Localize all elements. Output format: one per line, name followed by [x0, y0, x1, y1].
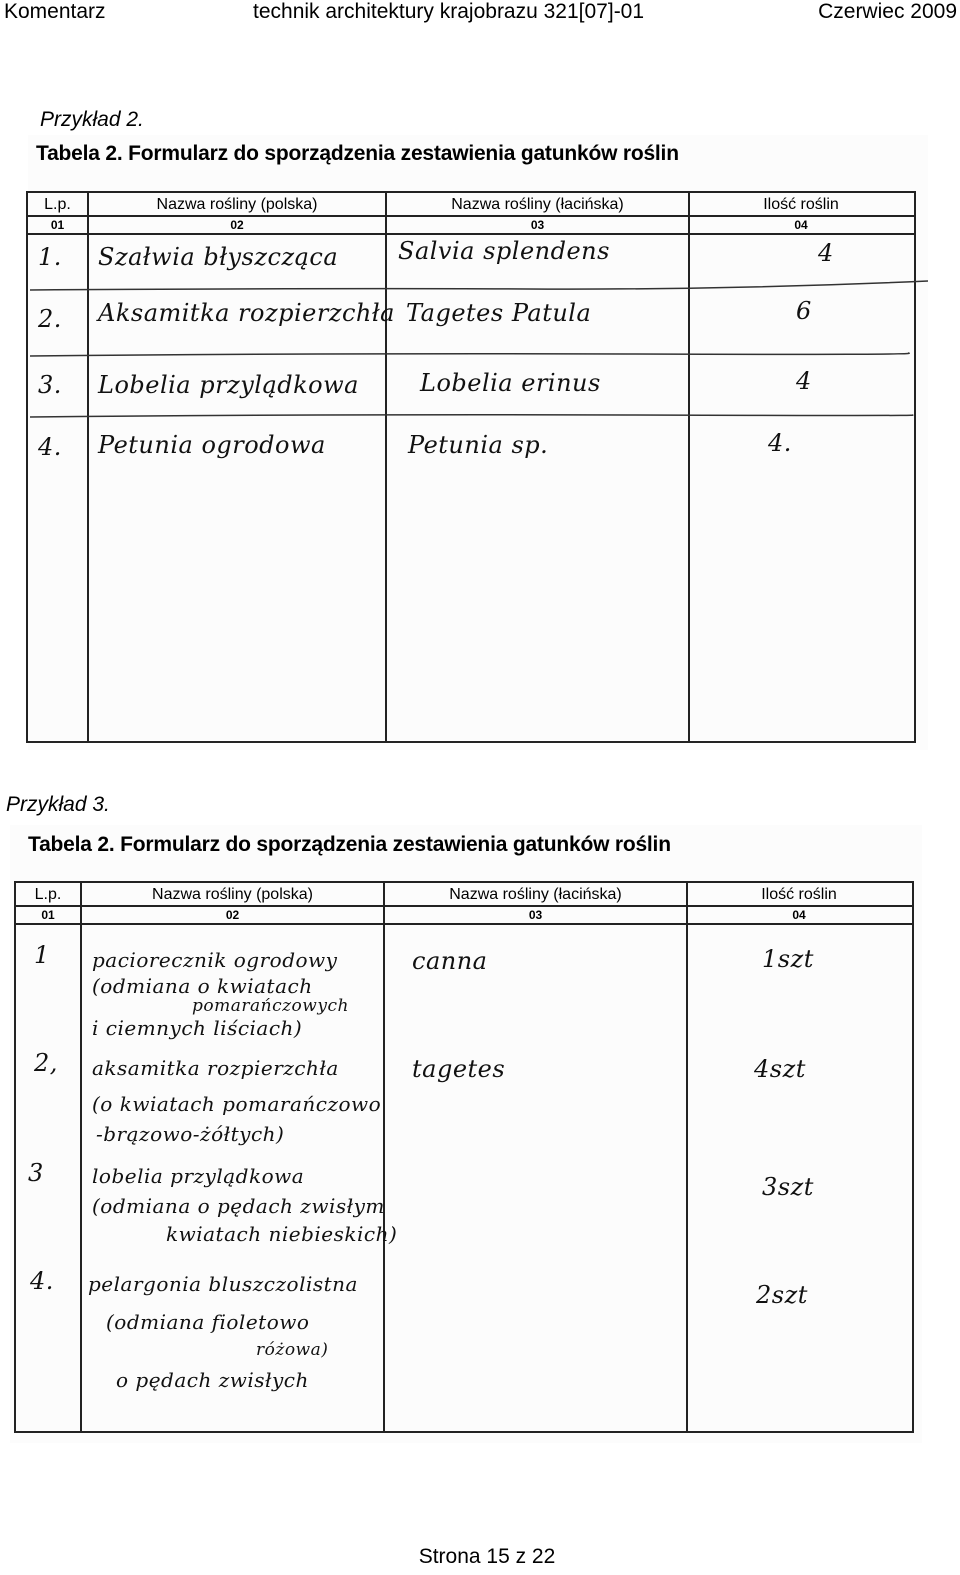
- column-header: L.p.: [34, 886, 62, 903]
- column-number: 04: [794, 218, 808, 232]
- column-header: Ilość roślin: [761, 886, 837, 903]
- page-number: Strona 15 z 22: [418, 1545, 556, 1568]
- plant-quantity: 1szt: [762, 945, 814, 973]
- column-divider: [383, 883, 385, 1431]
- plant-quantity: 4szt: [754, 1055, 806, 1083]
- form-scan-example-3: [10, 825, 922, 1443]
- plant-quantity: 4: [818, 239, 834, 267]
- column-number: 02: [230, 218, 244, 232]
- plant-name-latin: Salvia splendens: [398, 237, 610, 265]
- column-number: 01: [41, 908, 55, 922]
- plant-name-polish: Szałwia błyszcząca: [98, 243, 339, 271]
- row-number: 3.: [38, 371, 62, 399]
- plant-name-polish-line: (odmiana fioletowo: [106, 1310, 310, 1334]
- plant-name-polish-line: kwiatach niebieskich): [166, 1222, 398, 1246]
- example-2-label: Przykład 2.: [40, 108, 144, 131]
- plant-name-polish-line: (o kwiatach pomarańczowo: [92, 1092, 382, 1116]
- plant-name-polish: Lobelia przylądkowa: [98, 371, 359, 399]
- column-header: Nazwa rośliny (łacińska): [451, 196, 624, 213]
- plant-name-polish-line: i ciemnych liściach): [92, 1016, 303, 1040]
- plant-name-latin: Tagetes Patula: [406, 299, 592, 327]
- plant-name-latin: Petunia sp.: [408, 431, 549, 459]
- column-divider: [80, 883, 82, 1431]
- header-center-text: technik architektury krajobrazu 321[07]-01: [253, 0, 645, 23]
- header-right-text: Czerwiec 2009: [818, 0, 957, 23]
- plant-name-latin: tagetes: [412, 1055, 506, 1083]
- plant-table: [26, 191, 916, 743]
- plant-name-polish-line: (odmiana o kwiatach: [92, 974, 313, 998]
- plant-name-polish-line: o pędach zwisłych: [116, 1368, 309, 1392]
- plant-quantity: 6: [796, 297, 812, 325]
- example-3-label: Przykład 3.: [6, 793, 110, 816]
- plant-name-latin: canna: [412, 947, 488, 975]
- plant-name-polish: Aksamitka rozpierzchła: [98, 299, 395, 327]
- plant-name-polish-line: paciorecznik ogrodowy: [92, 948, 338, 972]
- plant-quantity: 2szt: [756, 1281, 808, 1309]
- plant-quantity: 4.: [768, 429, 792, 457]
- form-title: Tabela 2. Formularz do sporządzenia zestawienia gatunków roślin: [28, 833, 671, 856]
- column-number: 04: [792, 908, 806, 922]
- column-header: Ilość roślin: [763, 196, 839, 213]
- row-divider: [16, 905, 912, 907]
- plant-name-polish-line: pelargonia bluszczolistna: [88, 1272, 358, 1296]
- plant-quantity: 3szt: [762, 1173, 814, 1201]
- row-number: 3: [28, 1159, 44, 1187]
- form-scan-example-2: [28, 135, 928, 750]
- plant-quantity: 4: [796, 367, 812, 395]
- row-number: 2,: [34, 1049, 58, 1077]
- column-number: 01: [50, 218, 65, 232]
- plant-name-polish-line: różowa): [256, 1340, 329, 1360]
- page-header: [0, 0, 960, 26]
- plant-table: [14, 881, 914, 1433]
- plant-name-latin: Lobelia erinus: [420, 369, 601, 397]
- row-number: 4.: [38, 433, 62, 461]
- column-header: Nazwa rośliny (łacińska): [449, 886, 622, 903]
- row-number: 1: [34, 941, 50, 969]
- row-number: 2.: [38, 305, 62, 333]
- header-left-text: Komentarz: [4, 0, 106, 23]
- column-header: Nazwa rośliny (polska): [156, 196, 318, 213]
- page-footer: [0, 1545, 960, 1569]
- row-number: 4.: [30, 1267, 54, 1295]
- row-divider: [16, 923, 912, 925]
- column-divider: [686, 883, 688, 1431]
- row-number: 1.: [38, 243, 62, 271]
- column-number: 02: [225, 908, 240, 922]
- plant-name-polish-line: -brązowo-żółtych): [96, 1122, 285, 1146]
- form-title: Tabela 2. Formularz do sporządzenia zestawienia gatunków roślin: [36, 142, 679, 165]
- plant-name-polish: Petunia ogrodowa: [98, 431, 326, 459]
- column-number: 03: [530, 218, 545, 232]
- handwritten-row-lines: [28, 193, 928, 741]
- plant-name-polish-line: pomarańczowych: [192, 996, 349, 1016]
- column-number: 03: [528, 908, 543, 922]
- plant-name-polish-line: lobelia przylądkowa: [92, 1164, 305, 1188]
- column-header: Nazwa rośliny (polska): [152, 886, 313, 903]
- plant-name-polish-line: aksamitka rozpierzchła: [92, 1056, 339, 1080]
- column-header: L.p.: [44, 196, 71, 213]
- plant-name-polish-line: (odmiana o pędach zwisłym: [92, 1194, 385, 1218]
